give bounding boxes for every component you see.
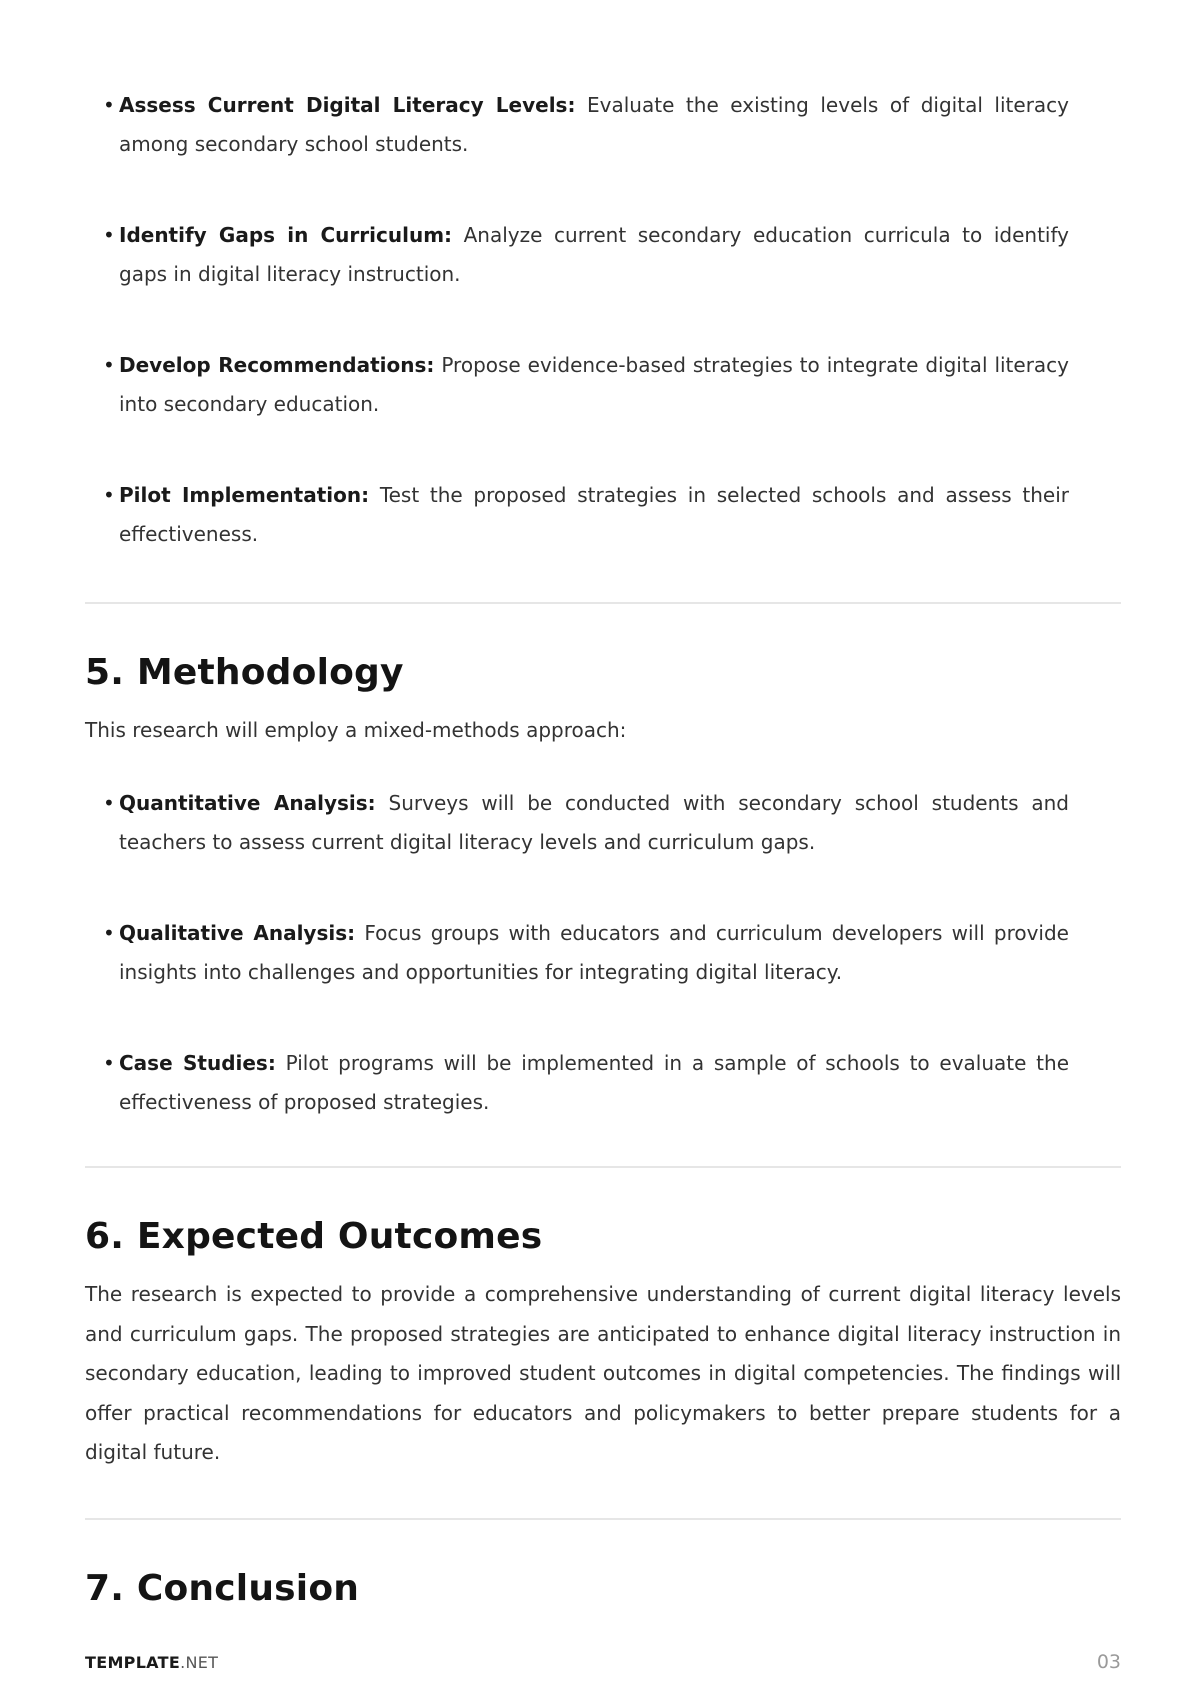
objective-text: Analyze current secondary education curricula to identify gaps in digital literacy instruction.: [119, 223, 1069, 286]
bullet-dot: •: [103, 1051, 115, 1075]
brand-bold-text: TEMPLATE: [85, 1653, 181, 1672]
objective-text: Test the proposed strategies in selected schools and assess their effectiveness.: [119, 483, 1069, 546]
objective-item-identify-gaps: [85, 216, 1121, 346]
method-label: Quantitative Analysis:: [119, 791, 376, 815]
method-item-case-studies: [85, 1044, 1121, 1174]
method-item-qualitative: [85, 914, 1121, 1044]
section-divider: [85, 602, 1121, 604]
objective-text: Propose evidence-based strategies to integrate digital literacy into secondary education.: [119, 353, 1070, 416]
bullet-dot: •: [103, 921, 115, 945]
bullet-dot: •: [103, 353, 115, 377]
objective-label: Assess Current Digital Literacy Levels:: [119, 93, 576, 117]
page-number: 03: [1096, 1651, 1121, 1673]
bullet-dot: •: [103, 483, 115, 507]
method-item-quantitative: [85, 784, 1121, 914]
bullet-dot: •: [103, 223, 115, 247]
method-label: Qualitative Analysis:: [119, 921, 356, 945]
method-text: Surveys will be conducted with secondary school students and teachers to assess current digital literacy levels and curriculum gaps.: [119, 791, 1069, 854]
bullet-dot: •: [103, 93, 115, 117]
objective-item-pilot: [85, 476, 1121, 606]
expected-outcomes-paragraph: The research is expected to provide a comprehensive understanding of current digital literacy levels and curriculum gaps. The proposed strategies are anticipated to enhance digital literacy instruction in secondary education, leading to improved student outcomes in digital competencies. The findings will offer practical recommendations for educators and policymakers to better prepare students for a digital future.: [85, 1282, 1121, 1464]
section-divider: [85, 1166, 1121, 1168]
brand-suffix-text: .NET: [180, 1653, 219, 1672]
method-text: Focus groups with educators and curriculum developers will provide insights into challenges and opportunities for integrating digital literacy.: [119, 921, 1069, 984]
objective-item-recommendations: [85, 346, 1121, 476]
objective-label: Develop Recommendations:: [119, 353, 435, 377]
bullet-dot: •: [103, 791, 115, 815]
objective-label: Identify Gaps in Curriculum:: [119, 223, 453, 247]
footer-brand-logo: [85, 1653, 218, 1672]
objectives-list: [85, 86, 1121, 606]
method-text: Pilot programs will be implemented in a sample of schools to evaluate the effectiveness of proposed strategies.: [119, 1051, 1070, 1114]
method-label: Case Studies:: [119, 1051, 276, 1075]
objective-item-assess: [85, 86, 1121, 216]
expected-outcomes-heading: 6. Expected Outcomes: [85, 1216, 543, 1257]
methodology-heading: 5. Methodology: [85, 652, 404, 693]
objective-text: Evaluate the existing levels of digital literacy among secondary school students.: [119, 93, 1069, 156]
methodology-list: [85, 784, 1121, 1174]
methodology-intro: This research will employ a mixed-methods approach:: [85, 718, 627, 742]
conclusion-heading: 7. Conclusion: [85, 1568, 360, 1609]
section-divider: [85, 1518, 1121, 1520]
objective-label: Pilot Implementation:: [119, 483, 370, 507]
